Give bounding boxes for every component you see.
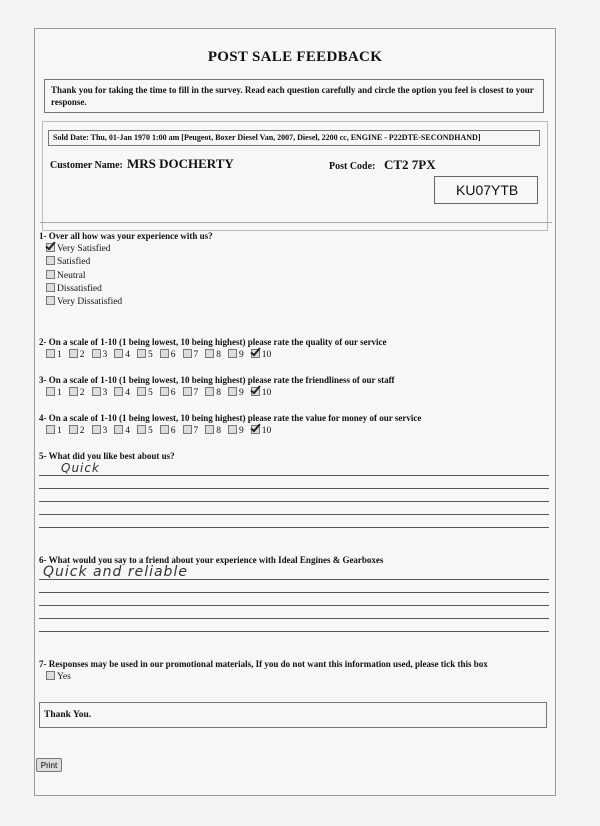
checkbox[interactable]	[69, 349, 78, 358]
registration-box: KU07YTB	[434, 176, 538, 204]
customer-name-value: MRS DOCHERTY	[127, 156, 234, 171]
scale-label: 1	[57, 426, 62, 436]
checkbox[interactable]	[160, 425, 169, 434]
scale-label: 8	[216, 388, 221, 398]
question-1-option[interactable]	[46, 243, 111, 254]
scale-label: 10	[261, 426, 272, 436]
checkbox[interactable]	[92, 387, 101, 396]
scale-label: 4	[125, 350, 130, 360]
q3-scale-option[interactable]	[137, 388, 153, 398]
q2-scale-option[interactable]	[160, 350, 176, 360]
scale-label: 9	[239, 388, 244, 398]
scale-label: 4	[125, 426, 130, 436]
thank-you-box: Thank You.	[39, 702, 547, 728]
answer-line	[39, 514, 549, 515]
question-3: 3- On a scale of 1-10 (1 being lowest, 10 being highest) please rate the friendliness of our staff	[39, 375, 395, 385]
checkbox[interactable]	[228, 425, 237, 434]
scale-label: 9	[239, 350, 244, 360]
question-6-answer[interactable]: Quick and reliable	[43, 564, 188, 580]
scale-label: 8	[216, 350, 221, 360]
checkbox[interactable]	[46, 270, 55, 279]
q2-scale-option[interactable]	[92, 350, 108, 360]
checkbox[interactable]	[251, 349, 260, 358]
q3-scale-option[interactable]	[205, 388, 221, 398]
answer-line	[39, 527, 549, 528]
question-4: 4- On a scale of 1-10 (1 being lowest, 10 being highest) please rate the value for money of our service	[39, 413, 422, 423]
scale-label: 1	[57, 350, 62, 360]
checkbox[interactable]	[114, 349, 123, 358]
q2-scale-option[interactable]	[46, 350, 62, 360]
q4-scale-option[interactable]	[251, 426, 272, 436]
checkbox[interactable]	[46, 671, 55, 680]
checkbox[interactable]	[205, 349, 214, 358]
question-7-option-label: Yes	[57, 672, 71, 682]
q2-scale-option[interactable]	[114, 350, 130, 360]
scale-label: 5	[148, 426, 153, 436]
q4-scale-option[interactable]	[228, 426, 244, 436]
scale-label: 7	[193, 350, 199, 360]
question-1: 1- Over all how was your experience with us?	[39, 231, 213, 241]
checkbox[interactable]	[137, 387, 146, 396]
checkbox[interactable]	[46, 425, 55, 434]
q3-scale-option[interactable]	[69, 388, 85, 398]
question-2-scale	[46, 349, 278, 360]
question-1-option-label: Neutral	[57, 270, 86, 281]
question-6: 6- What would you say to a friend about your experience with Ideal Engines & Gearboxes	[39, 555, 384, 565]
q2-scale-option[interactable]	[183, 350, 199, 360]
answer-line	[39, 592, 549, 593]
q3-scale-option[interactable]	[251, 388, 272, 398]
q4-scale-option[interactable]	[137, 426, 153, 436]
checkbox[interactable]	[46, 387, 55, 396]
scale-label: 6	[170, 426, 176, 436]
q4-scale-option[interactable]	[92, 426, 108, 436]
print-button[interactable]: Print	[36, 758, 62, 772]
customer-name-label: Customer Name:	[50, 160, 123, 171]
scale-label: 3	[102, 388, 108, 398]
checkbox[interactable]	[160, 349, 169, 358]
question-1-option[interactable]	[46, 296, 122, 307]
q2-scale-option[interactable]	[228, 350, 244, 360]
scale-label: 2	[79, 426, 85, 436]
question-7-option[interactable]	[46, 671, 71, 682]
scale-label: 6	[170, 388, 176, 398]
q4-scale-option[interactable]	[160, 426, 176, 436]
answer-line	[39, 579, 549, 580]
scale-label: 8	[216, 426, 221, 436]
answer-line	[39, 475, 549, 476]
checkbox[interactable]	[46, 349, 55, 358]
scale-label: 4	[125, 388, 130, 398]
answer-line	[39, 605, 549, 606]
checkbox[interactable]	[46, 243, 55, 252]
feedback-form	[34, 28, 556, 796]
scale-label: 3	[102, 350, 108, 360]
checkbox[interactable]	[137, 349, 146, 358]
q3-scale-option[interactable]	[46, 388, 62, 398]
checkbox[interactable]	[251, 425, 260, 434]
question-1-option-label: Very Satisfied	[57, 244, 111, 254]
answer-line	[39, 618, 549, 619]
sale-details-panel	[42, 121, 548, 231]
checkbox[interactable]	[92, 349, 101, 358]
scale-label: 1	[57, 388, 62, 398]
question-1-option[interactable]	[46, 283, 102, 294]
question-5-answer[interactable]: Quick	[61, 461, 100, 475]
scale-label: 7	[193, 426, 199, 436]
checkbox[interactable]	[69, 425, 78, 434]
q3-scale-option[interactable]	[92, 388, 108, 398]
q2-scale-option[interactable]	[69, 350, 85, 360]
scale-label: 6	[170, 350, 176, 360]
checkbox[interactable]	[114, 425, 123, 434]
question-1-option[interactable]	[46, 256, 90, 267]
checkbox[interactable]	[205, 425, 214, 434]
q4-scale-option[interactable]	[46, 426, 62, 436]
checkbox[interactable]	[46, 283, 55, 292]
question-7: 7- Responses may be used in our promotional materials, If you do not want this information used, please tick this box	[39, 659, 488, 669]
checkbox[interactable]	[183, 349, 192, 358]
q3-scale-option[interactable]	[160, 388, 176, 398]
checkbox[interactable]	[228, 349, 237, 358]
intro-text: Thank you for taking the time to fill in the survey. Read each question carefully and circle the option you feel is closest to your response.	[44, 79, 544, 113]
scale-label: 2	[79, 350, 85, 360]
answer-line	[39, 501, 549, 502]
post-code-value: CT2 7PX	[384, 157, 436, 172]
scale-label: 9	[239, 426, 244, 436]
checkbox[interactable]	[183, 387, 192, 396]
q2-scale-option[interactable]	[137, 350, 153, 360]
question-2: 2- On a scale of 1-10 (1 being lowest, 10 being highest) please rate the quality of our service	[39, 337, 387, 347]
question-3-scale	[46, 387, 278, 398]
q3-scale-option[interactable]	[228, 388, 244, 398]
checkbox[interactable]	[46, 296, 55, 305]
checkbox[interactable]	[137, 425, 146, 434]
form-title: POST SALE FEEDBACK	[207, 49, 383, 65]
scale-label: 10	[261, 350, 272, 360]
q2-scale-option[interactable]	[251, 350, 272, 360]
checkbox[interactable]	[183, 425, 192, 434]
question-4-scale	[46, 425, 278, 436]
checkbox[interactable]	[69, 387, 78, 396]
divider	[40, 222, 552, 223]
question-5: 5- What did you like best about us?	[39, 451, 175, 461]
question-1-option-label: Satisfied	[57, 257, 91, 268]
sold-info: Sold Date: Thu, 01-Jan 1970 1:00 am [Peugeot, Boxer Diesel Van, 2007, Diesel, 2200 cc, ENGINE - P22DTE-SECONDHAND]	[48, 130, 540, 146]
post-code-label: Post Code:	[329, 161, 376, 172]
scale-label: 3	[102, 426, 108, 436]
checkbox[interactable]	[160, 387, 169, 396]
q4-scale-option[interactable]	[69, 426, 85, 436]
q4-scale-option[interactable]	[205, 426, 221, 436]
q4-scale-option[interactable]	[183, 426, 199, 436]
q4-scale-option[interactable]	[114, 426, 130, 436]
answer-line	[39, 631, 549, 632]
scale-label: 5	[148, 388, 153, 398]
q3-scale-option[interactable]	[114, 388, 130, 398]
checkbox[interactable]	[46, 256, 55, 265]
scale-label: 10	[261, 388, 272, 398]
checkbox[interactable]	[228, 387, 237, 396]
checkbox[interactable]	[114, 387, 123, 396]
scale-label: 7	[193, 388, 199, 398]
q3-scale-option[interactable]	[183, 388, 199, 398]
scale-label: 5	[148, 350, 153, 360]
answer-line	[39, 488, 549, 489]
question-1-option-label: Dissatisfied	[57, 283, 102, 294]
question-1-option-label: Very Dissatisfied	[57, 297, 123, 308]
checkbox[interactable]	[251, 387, 260, 396]
checkbox[interactable]	[205, 387, 214, 396]
question-1-option[interactable]	[46, 270, 86, 281]
scale-label: 2	[79, 388, 85, 398]
checkbox[interactable]	[92, 425, 101, 434]
q2-scale-option[interactable]	[205, 350, 221, 360]
